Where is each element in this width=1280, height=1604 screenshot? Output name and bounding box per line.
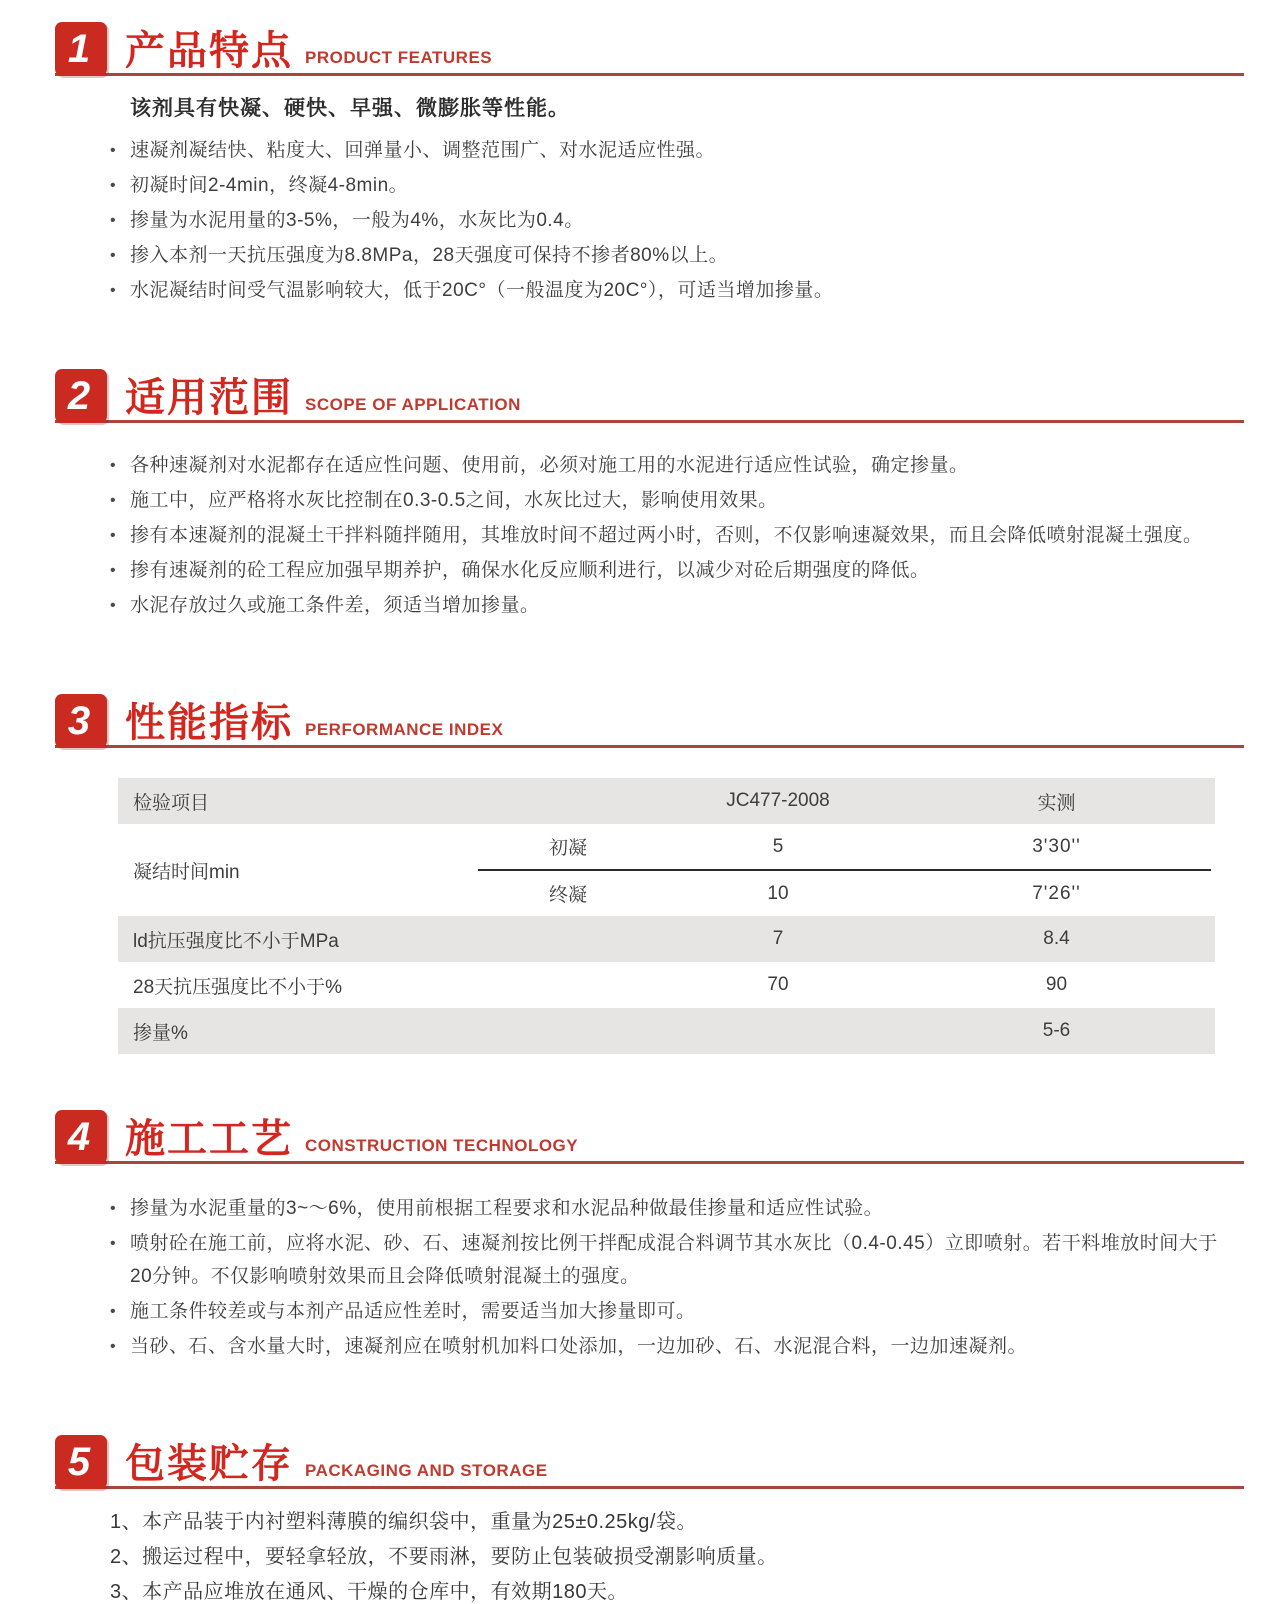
bullet-marker: • xyxy=(110,492,117,509)
section3-number-badge xyxy=(55,694,107,748)
section2-header xyxy=(55,369,1244,423)
list-item xyxy=(110,1295,1220,1328)
table-header-item: 检验项目 xyxy=(133,792,210,814)
bullet-marker: • xyxy=(110,282,117,299)
section1-subtitle: PRODUCT FEATURES xyxy=(305,48,493,67)
section-construction-technology xyxy=(0,1110,1280,1363)
row-standard: 7 xyxy=(772,928,784,949)
bullet-marker: • xyxy=(110,562,117,579)
section-number: 3 xyxy=(67,699,91,743)
list-item xyxy=(110,204,1220,237)
section5-header xyxy=(55,1435,1244,1489)
bullet-marker: • xyxy=(110,527,117,544)
table-header-measured: 实测 xyxy=(1037,792,1076,814)
row-standard: 70 xyxy=(767,974,789,995)
section2-subtitle: SCOPE OF APPLICATION xyxy=(305,395,521,414)
initial-set-label: 初凝 xyxy=(548,838,587,859)
section-number: 5 xyxy=(67,1440,91,1484)
list-item-text: 各种速凝剂对水泥都存在适应性问题、使用前，必须对施工用的水泥进行适应性试验，确定掺量。 xyxy=(130,455,969,476)
list-item-text: 水泥凝结时间受气温影响较大，低于20C°（一般温度为20C°），可适当增加掺量。 xyxy=(130,280,834,301)
final-set-standard: 10 xyxy=(767,882,789,904)
list-item xyxy=(110,1192,1220,1225)
list-item: 2、搬运过程中，要轻拿轻放，不要雨淋，要防止包装破损受潮影响质量。 xyxy=(110,1546,778,1568)
bullet-marker: • xyxy=(110,597,117,614)
list-item-text: 掺量为水泥重量的3~～6%，使用前根据工程要求和水泥品种做最佳掺量和适应性试验。 xyxy=(130,1198,884,1219)
section4-number-badge xyxy=(55,1110,107,1164)
section4-bullet-list xyxy=(0,1192,1280,1363)
section-product-features xyxy=(0,22,1280,307)
performance-table xyxy=(118,778,1215,1054)
table-header-standard: JC477-2008 xyxy=(726,790,830,811)
section-number: 1 xyxy=(67,27,91,71)
table-row-setting-time xyxy=(118,824,1215,916)
section2-title: 适用范围 xyxy=(125,376,293,420)
section-number: 2 xyxy=(67,374,91,418)
initial-set-measured: 3'30'' xyxy=(1032,835,1081,857)
section-number: 4 xyxy=(67,1115,91,1159)
bullet-marker: • xyxy=(110,1200,117,1217)
list-item-text: 掺有本速凝剂的混凝土干拌料随拌随用，其堆放时间不超过两小时，否则，不仅影响速凝效果，而且会降低喷射混凝土强度。 xyxy=(130,525,1203,546)
list-item: 3、本产品应堆放在通风、干燥的仓库中，有效期180天。 xyxy=(110,1581,628,1603)
initial-set-standard: 5 xyxy=(772,835,784,857)
section4-title: 施工工艺 xyxy=(125,1117,293,1161)
section5-subtitle: PACKAGING AND STORAGE xyxy=(305,1461,548,1480)
table-row-initial-set xyxy=(478,824,1215,869)
setting-time-subrows xyxy=(478,824,1215,916)
list-item-text: 施工中，应严格将水灰比控制在0.3-0.5之间，水灰比过大，影响使用效果。 xyxy=(130,490,778,511)
list-item-text: 当砂、石、含水量大时，速凝剂应在喷射机加料口处添加，一边加砂、石、水泥混合料，一边加速凝剂。 xyxy=(130,1336,1028,1357)
bullet-marker: • xyxy=(110,142,117,159)
row-measured: 5-6 xyxy=(1042,1020,1071,1041)
section1-intro: 该剂具有快凝、硬快、早强、微膨胀等性能。 xyxy=(130,97,570,120)
list-item xyxy=(110,449,1220,482)
section3-header xyxy=(55,694,1244,748)
section2-number-badge xyxy=(55,369,107,423)
list-item xyxy=(110,554,1220,587)
list-item-text: 水泥存放过久或施工条件差，须适当增加掺量。 xyxy=(130,595,540,616)
section-performance-index xyxy=(0,694,1280,1054)
bullet-marker: • xyxy=(110,177,117,194)
list-item xyxy=(110,589,1220,622)
section1-title: 产品特点 xyxy=(125,29,293,73)
bullet-marker: • xyxy=(110,247,117,264)
row-measured: 8.4 xyxy=(1043,928,1070,949)
table-row xyxy=(118,1008,1215,1054)
section1-header xyxy=(55,22,1244,76)
section3-title: 性能指标 xyxy=(125,701,293,745)
list-item xyxy=(110,239,1220,272)
list-item xyxy=(110,1330,1220,1363)
list-item-text: 初凝时间2-4min，终凝4-8min。 xyxy=(130,175,409,196)
list-item: 1、本产品装于内衬塑料薄膜的编织袋中，重量为25±0.25kg/袋。 xyxy=(110,1511,697,1533)
final-set-measured: 7'26'' xyxy=(1032,882,1081,904)
list-item-text: 掺入本剂一天抗压强度为8.8MPa，28天强度可保持不掺者80%以上。 xyxy=(130,245,729,266)
bullet-marker: • xyxy=(110,457,117,474)
list-item xyxy=(110,519,1220,552)
section5-title: 包装贮存 xyxy=(125,1442,293,1486)
list-item-text: 施工条件较差或与本剂产品适应性差时，需要适当加大掺量即可。 xyxy=(130,1301,696,1322)
bullet-marker: • xyxy=(110,212,117,229)
table-header-row xyxy=(118,778,1215,824)
row-item: 28天抗压强度比不小于% xyxy=(133,976,343,998)
list-item xyxy=(110,274,1220,307)
list-item-text: 喷射砼在施工前，应将水泥、砂、石、速凝剂按比例干拌配成混合料调节其水灰比（0.4-0.45）立即喷射。若干料堆放时间大于20分钟。不仅影响喷射效果而且会降低喷射混凝土的强度。 xyxy=(130,1233,1218,1287)
section3-subtitle: PERFORMANCE INDEX xyxy=(305,720,504,739)
list-item-text: 掺量为水泥用量的3-5%，一般为4%，水灰比为0.4。 xyxy=(130,210,584,231)
bullet-marker: • xyxy=(110,1303,117,1320)
section-packaging-and-storage xyxy=(0,1435,1280,1604)
section1-bullet-list xyxy=(0,134,1280,307)
list-item xyxy=(110,134,1220,167)
list-item xyxy=(110,484,1220,517)
list-item-text: 掺有速凝剂的砼工程应加强早期养护，确保水化反应顺利进行，以减少对砼后期强度的降低。 xyxy=(130,560,930,581)
row-measured: 90 xyxy=(1045,974,1068,995)
final-set-label: 终凝 xyxy=(548,885,587,906)
row-item: ld抗压强度比不小于MPa xyxy=(133,930,339,952)
row-item: 掺量% xyxy=(133,1022,188,1044)
bullet-marker: • xyxy=(110,1338,117,1355)
section5-item-list xyxy=(0,1511,1280,1604)
section5-number-badge xyxy=(55,1435,107,1489)
table-row xyxy=(118,962,1215,1008)
list-item xyxy=(110,1227,1220,1293)
section4-header xyxy=(55,1110,1244,1164)
list-item xyxy=(110,169,1220,202)
table-row-final-set xyxy=(478,871,1215,916)
bullet-marker: • xyxy=(110,1235,117,1252)
section2-bullet-list xyxy=(0,449,1280,622)
section-scope-of-application xyxy=(0,369,1280,622)
section4-subtitle: CONSTRUCTION TECHNOLOGY xyxy=(305,1136,579,1155)
list-item-text: 速凝剂凝结快、粘度大、回弹量小、调整范围广、对水泥适应性强。 xyxy=(130,140,716,161)
setting-time-label: 凝结时间min xyxy=(133,861,240,883)
table-row xyxy=(118,916,1215,962)
section1-number-badge xyxy=(55,22,107,76)
